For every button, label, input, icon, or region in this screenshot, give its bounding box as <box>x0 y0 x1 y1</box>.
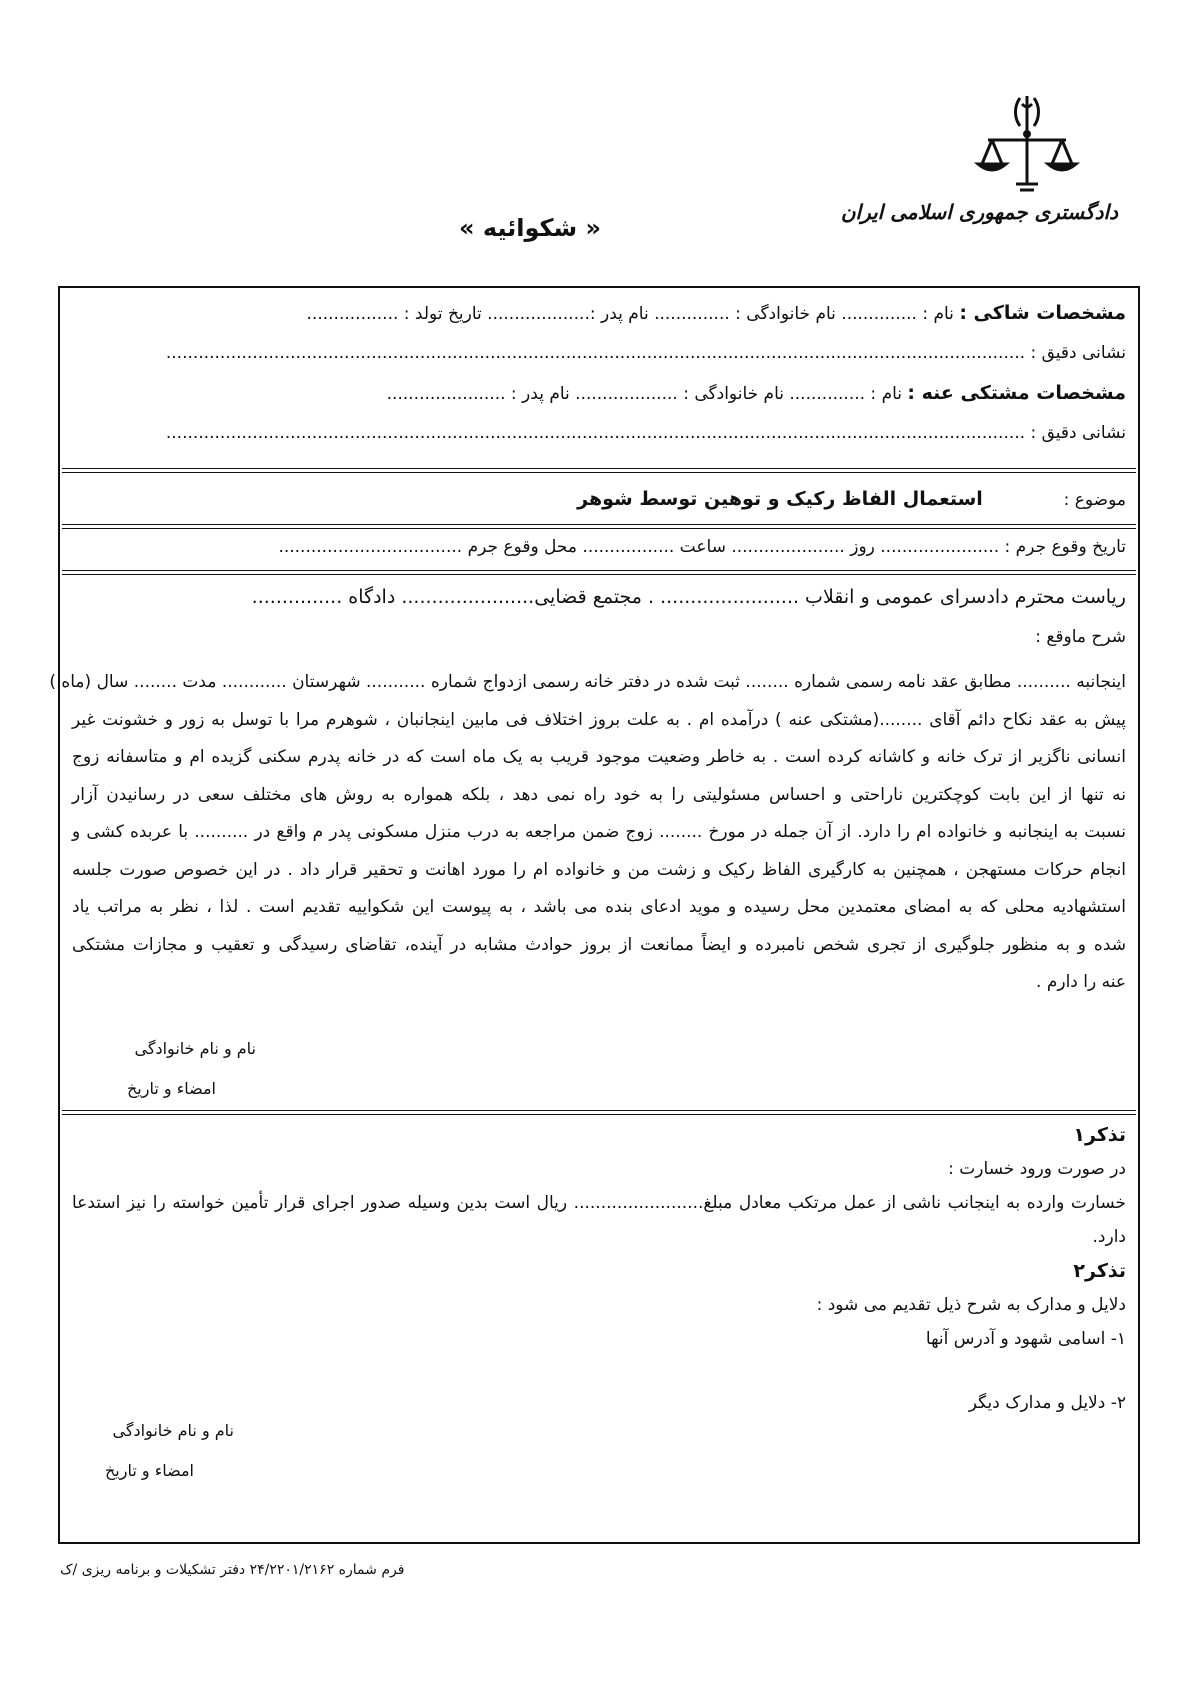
narrative-line: نسبت به اینجانبه و خانواده ام را دارد. از آن جمله در مورخ ........ زوج ضمن مراجعه به درب منزل مسکونی پدر م واقع در .......... با عربده کشی و <box>72 822 1126 842</box>
subject-row <box>72 484 1126 515</box>
narrative-line: پیش به عقد نکاح دائم آقای ........(مشتکی عنه ) درآمده ام . به علت بروز اختلاف فی مابین اینجانبان ، شوهرم مرا با توسل به زور و خشونت غیر <box>72 709 1126 730</box>
document-title: « شکوائیه » <box>459 214 601 242</box>
divider <box>62 1110 1136 1115</box>
crime-details[interactable]: تاریخ وقوع جرم : ...................... روز ..................... ساعت ................. محل وقوع جرم .................................. <box>278 537 1126 557</box>
note2-intro: دلایل و مدارک به شرح ذیل تقدیم می شود : <box>816 1295 1126 1315</box>
complainant-label: مشخصات شاکی : <box>959 302 1126 324</box>
note2-item1[interactable]: ۱- اسامی شهود و آدرس آنها <box>925 1329 1126 1349</box>
complainant-row <box>72 298 1126 329</box>
signature1-sign: امضاء و تاریخ <box>126 1079 216 1098</box>
signature1-name: نام و نام خانوادگی <box>134 1039 256 1058</box>
form-number-footer: فرم شماره ۲۴/۲۲۰۱/۲۱۶۲ دفتر تشکیلات و برنامه ریزی /ک <box>60 1562 405 1578</box>
judiciary-emblem-icon <box>968 92 1086 200</box>
narrative-body <box>49 664 1126 1002</box>
narrative-line: استشهادیه محلی که به امضای معتمدین محل رسیده و موید ادعای بنده می باشد ، به پیوست این شکواییه تقدیم است . لذا ، نظر به مراتب یاد <box>72 897 1126 917</box>
complainant-address[interactable]: نشانی دقیق : ............................................................................................................................................................... <box>165 343 1126 363</box>
subject-label: موضوع : <box>1063 490 1126 510</box>
narrative-line: نه تنها از این بابت کوچکترین ناراحتی و احساس مسئولیتی را به خود راه نمی دهد ، بلکه همواره به روش های مختلف سعی در رسانیدن آزار <box>72 784 1126 805</box>
accused-address[interactable]: نشانی دقیق : ............................................................................................................................................................... <box>165 423 1126 443</box>
accused-label: مشخصات مشتکی عنه : <box>907 382 1126 404</box>
narrative-line: انسانی ناگزیر از ترک خانه و کاشانه کرده است . به خاطر وضعیت موجود قریب به یک ماه است که در خانه پدرم سکنی گزیده ام و متاسفانه زوج <box>72 747 1126 767</box>
note2-item2[interactable]: ۲- دلایل و مدارک دیگر <box>968 1393 1126 1413</box>
complaint-form <box>49 286 1140 1544</box>
note1-intro: در صورت ورود خسارت : <box>948 1159 1126 1179</box>
addressee[interactable]: ریاست محترم دادسرای عمومی و انقلاب ....................... . مجتمع قضایی...................... دادگاه ............... <box>251 586 1126 608</box>
narrative-line: اینجانبه .......... مطابق عقد نامه رسمی شماره ........ ثبت شده در دفتر خانه رسمی ازدواج شماره ........... شهرستان ............ مدت ........ سال (ماه ) <box>49 672 1126 692</box>
note2-title: تذکر۲ <box>1073 1260 1126 1282</box>
subject-value[interactable]: استعمال الفاظ رکیک و توهین توسط شوهر <box>577 488 983 510</box>
divider <box>62 570 1136 575</box>
note1-title: تذکر۱ <box>1073 1124 1126 1146</box>
divider <box>62 524 1136 529</box>
signature2-sign: امضاء و تاریخ <box>104 1461 194 1480</box>
narrative-line: عنه را دارم . <box>1036 972 1126 992</box>
organization-name: دادگستری جمهوری اسلامی ایران <box>840 200 1118 224</box>
accused-row <box>72 378 1126 409</box>
accused-fields[interactable]: نام : .............. نام خانوادگی : ................... نام پدر : ...................... <box>386 384 903 404</box>
signature2-name: نام و نام خانوادگی <box>112 1421 234 1440</box>
note1-line1[interactable]: خسارت وارده به اینجانب ناشی از عمل مرتکب معادل مبلغ........................ ریال است بدین وسیله صدور اجرای قرار تأمین خواسته را نیز استدعا <box>72 1193 1126 1213</box>
note1-line2: دارد. <box>1092 1227 1126 1247</box>
note1-section <box>72 1118 1126 1420</box>
complainant-fields[interactable]: نام : .............. نام خانوادگی : .............. نام پدر :................... تاریخ تولد : ................. <box>306 304 954 324</box>
narrative-line: انجام حرکات مستهجن ، همچنین به کارگیری الفاظ رکیک و زشت من و خانواده ام را مورد اهانت و تحقیر قرار داد . در این خصوص صورت جلسه <box>72 859 1126 880</box>
narrative-line: شده و به منظور جلوگیری از تجری شخص نامبرده و ایضاً ممانعت از بروز حوادث مشابه در آینده، تقاضای رسیدگی و تعقیب و مجازات مشتکی <box>72 934 1126 955</box>
narrative-label: شرح ماوقع : <box>1035 627 1126 647</box>
divider <box>62 468 1136 473</box>
